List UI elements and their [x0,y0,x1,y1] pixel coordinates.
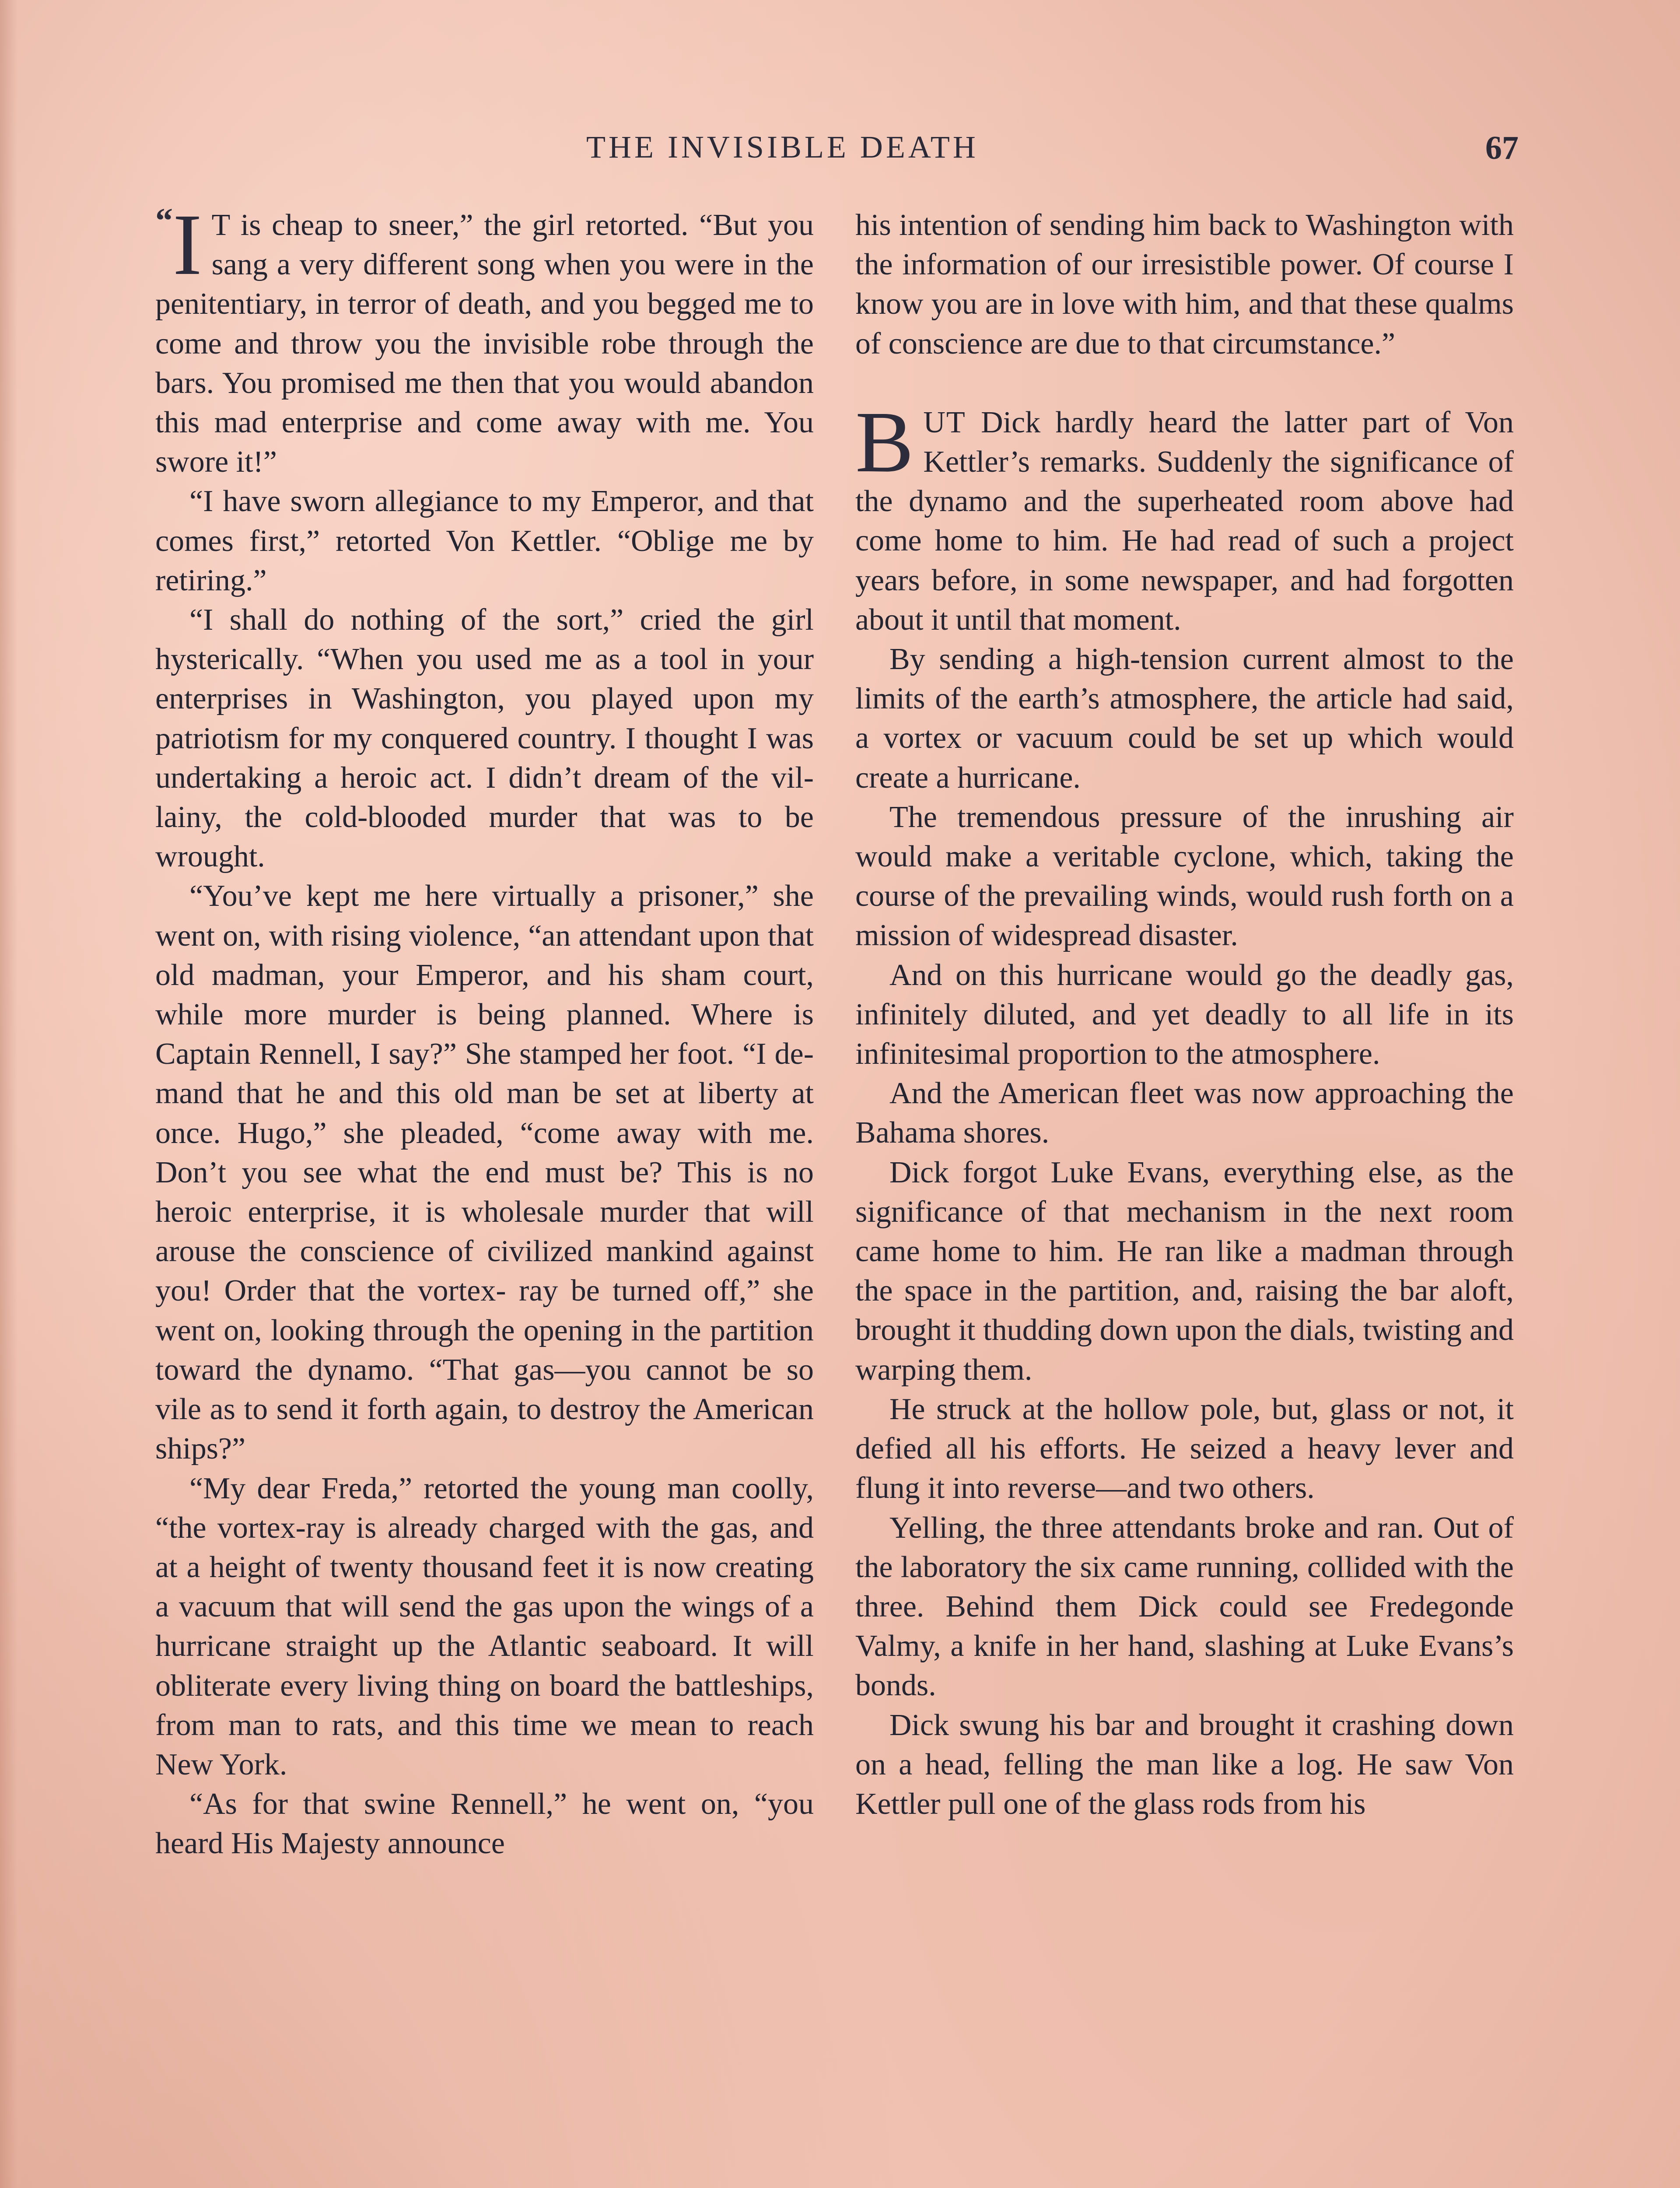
paragraph: He struck at the hollow pole, but, glass or not, it defied all his efforts. He seized a heavy lever and flung it into reverse—and two others. [855,1392,1514,1505]
running-title: THE INVISIBLE DEATH [586,130,979,165]
paragraph-section-start [855,393,1514,640]
paragraph-text: T is cheap to sneer,” the girl retorted. “But you sang a very different song when you were in the penitentiary, in terror of death, and you begged me to come and throw you the invisible robe through the bars. You promised me then that you would abandon this mad enterprise and come away with me. You swore it!” [155,208,814,479]
running-header [586,129,1540,177]
right-column [855,206,1514,1824]
dropcap-letter: I [173,196,202,293]
paragraph: The tremendous pressure of the inrushing air would make a veritable cyclone, which, taking the course of the prevailing winds, would rush forth on a mission of widespread disaster. [855,800,1514,953]
left-column [155,196,814,1864]
paragraph: “My dear Freda,” retorted the young man coolly, “the vortex-ray is already charged with the gas, and at a height of twenty thousand feet it is now creating a vacuum that will send the gas upon the wings of a hurricane straight up the Atlantic seaboard. It will obliterate every living thing on board the battleships, from man to rats, and this time we mean to reach New York. [155,1471,814,1781]
paragraph: By sending a high-tension current almost to the limits of the earth’s atmosphere, the article had said, a vortex or vacuum could be set up which would create a hurricane. [855,642,1514,795]
paragraph: And on this hurricane would go the deadly gas, infinitely diluted, and yet deadly to all life in its infinitesimal proportion to the atmosphere. [855,958,1514,1071]
paragraph: “I have sworn allegiance to my Emperor, and that comes first,” retorted Von Kettler. “Oblige me by retiring.” [155,484,814,597]
dropcap-quote: “ [155,202,173,240]
paragraph: “I shall do nothing of the sort,” cried the girl hysterically. “When you used me as a tool in your enterprises in Washington, you played upon my patriotism for my conquered country. I thought I was undertaking a heroic act. I didn’t dream of the villainy, the cold-blooded murder that was to be wrought. [155,603,814,874]
dropcap-letter: B [855,393,914,491]
paragraph: “As for that swine Rennell,” he went on, “you heard His Majesty announce [155,1787,814,1861]
page-number: 67 [1485,130,1519,166]
lead-in: UT [923,405,966,439]
paragraph: Dick swung his bar and brought it crashing down on a head, felling the man like a log. He saw Von Kettler pull one of the glass rods from his [855,1708,1514,1821]
paragraph: his intention of sending him back to Washington with the information of our irresistible power. Of course I know you are in love with him, and that these qualms of conscience are due to that circumstance.” [855,208,1514,361]
paragraph: Yelling, the three attendants broke and ran. Out of the laboratory the six came running, collided with the three. Behind them Dick could see Fredegonde Valmy, a knife in her hand, slashing at Luke Evans’s bonds. [855,1511,1514,1703]
paragraph: “You’ve kept me here virtually a prisoner,” she went on, with rising violence, “an attendant upon that old madman, your Emperor, and his sham court, while more murder is being planned. Where is Captain Rennell, I say?” She stamped her foot. “I demand that he and this old man be set at liberty at once. Hugo,” she pleaded, “come away with me. Don’t you see what the end must be? This is no heroic enterprise, it is wholesale murder that will arouse the conscience of civilized mankind against you! Order that the vortex- ray be turned off,” she went on, looking through the opening in the partition toward the dynamo. “That gas—you cannot be so vile as to send it forth again, to destroy the American ships?” [155,879,814,1466]
paragraph: Dick forgot Luke Evans, everything else, as the significance of that mechanism in the next room came home to him. He ran like a madman through the space in the partition, and, raising the bar aloft, brought it thudding down upon the dials, twisting and warping them. [855,1155,1514,1387]
page-edge-shading [0,0,18,2188]
paragraph [155,196,814,482]
paragraph: And the American fleet was now approaching the Bahama shores. [855,1076,1514,1150]
paragraph-text: Dick hardly heard the latter part of Von Kettler’s remarks. Suddenly the significance of the dynamo and the superheated room above had come home to him. He had read of such a project years before, in some newspaper, and had forgotten about it until that moment. [855,405,1514,637]
